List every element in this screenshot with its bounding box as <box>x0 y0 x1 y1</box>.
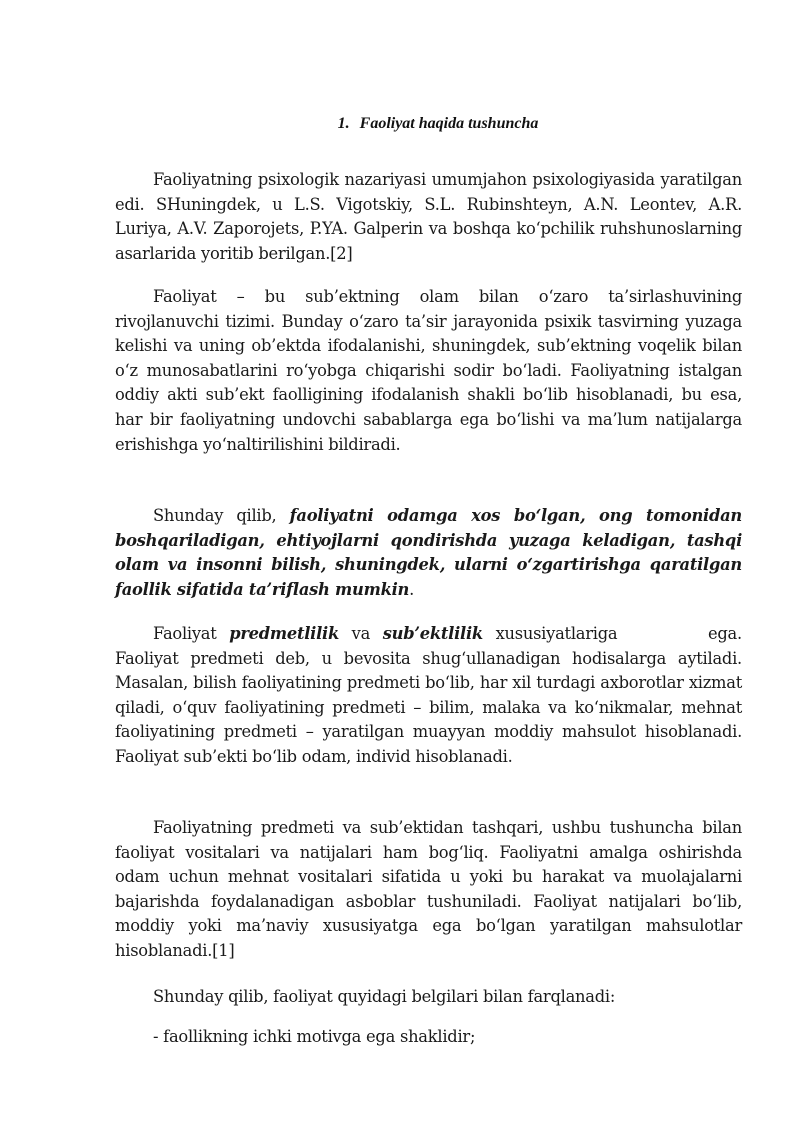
paragraph-4 <box>115 622 742 770</box>
paragraph-6: Shunday qilib, faoliyat quyidagi belgilari bilan farqlanadi: <box>153 987 616 1006</box>
paragraph-3 <box>115 504 742 602</box>
paragraph-3-lead: Shunday qilib, <box>153 506 277 525</box>
paragraph-4-text-3: xususiyatlariga <box>495 624 618 643</box>
definition-emphasis: faoliyatni odamga xos bo‘lgan, ong tomonidan boshqariladigan, ehtiyojlarni qondirishda yuzaga keladigan, tashqi olam va insonni bilish, shuningdek, ularni o‘zgartirishga qaratilgan faollik sifatida ta’riflash mumkin <box>115 506 742 599</box>
paragraph-1: Faoliyatning psixologik nazariyasi umumjahon psixologiyasida yaratilgan edi. SHuningdek, u L.S. Vigotskiy, S.L. Rubinshteyn, A.N. Leontev, A.R. Luriya, A.V. Zaporojets, P.YA. Galperin va boshqa ko‘pchilik ruhshunoslarning asarlarida yoritib berilgan.[2] <box>115 170 742 263</box>
paragraph-3-tail: . <box>409 579 415 599</box>
paragraph-2: Faoliyat – bu sub’ektning olam bilan o‘zaro ta’sirlashuvining rivojlanuvchi tizimi. Bunday o‘zaro ta’sir jarayonida psixik tasvirning yuzaga kelishi va uning ob’ektda ifodalanishi, shuningdek, sub’ektning voqelik bilan o‘z munosabatlarini ro‘yobga chiqarishi sodir bo‘ladi. Faoliyatning istalgan oddiy akti sub’ekt faolligining ifodalanish shakli bo‘lib hisoblanadi, bu esa, har bir faoliyatning undovchi sabablarga ega bo‘lishi va ma’lum natijalarga erishishga yo‘naltirilishini bildiradi. <box>115 287 742 454</box>
paragraph-4-text-4: ega. Faoliyat predmeti deb, u bevosita shug‘ullanadigan hodisalarga aytiladi. Masalan, bilish faoliyatining predmeti bo‘lib, har xil turdagi axborotlar xizmat qiladi, o‘quv faoliyatining predmeti – bilim, malaka va ko‘nikmalar, mehnat faoliyatining predmeti – yaratilgan muayyan moddiy mahsulot hisoblanadi. Faoliyat sub’ekti bo‘lib odam, individ hisoblanadi. <box>115 624 742 766</box>
paragraph-4-text-1: Faoliyat <box>153 624 217 643</box>
paragraph-5: Faoliyatning predmeti va sub’ektidan tashqari, ushbu tushuncha bilan faoliyat vositalari va natijalari ham bog‘liq. Faoliyatni amalga oshirishda odam uchun mehnat vositalari sifatida u yoki bu harakat va muolajalarni bajarishda foydalanadigan asboblar tushuniladi. Faoliyat natijalari bo‘lib, moddiy yoki ma’naviy xususiyatga ega bo‘lgan yaratilgan mahsulotlar hisoblanadi.[1] <box>115 818 742 960</box>
section-title: Faoliyat haqida tushuncha <box>359 115 539 132</box>
section-heading <box>38 115 800 133</box>
term-predmetlilik: predmetlilik <box>229 624 340 643</box>
paragraph-4-text-2: va <box>351 624 371 643</box>
term-subektlilik: sub’ektlilik <box>382 624 483 643</box>
section-number: 1. <box>337 115 350 132</box>
list-item-1: - faollikning ichki motivga ega shaklidir; <box>153 1027 476 1046</box>
